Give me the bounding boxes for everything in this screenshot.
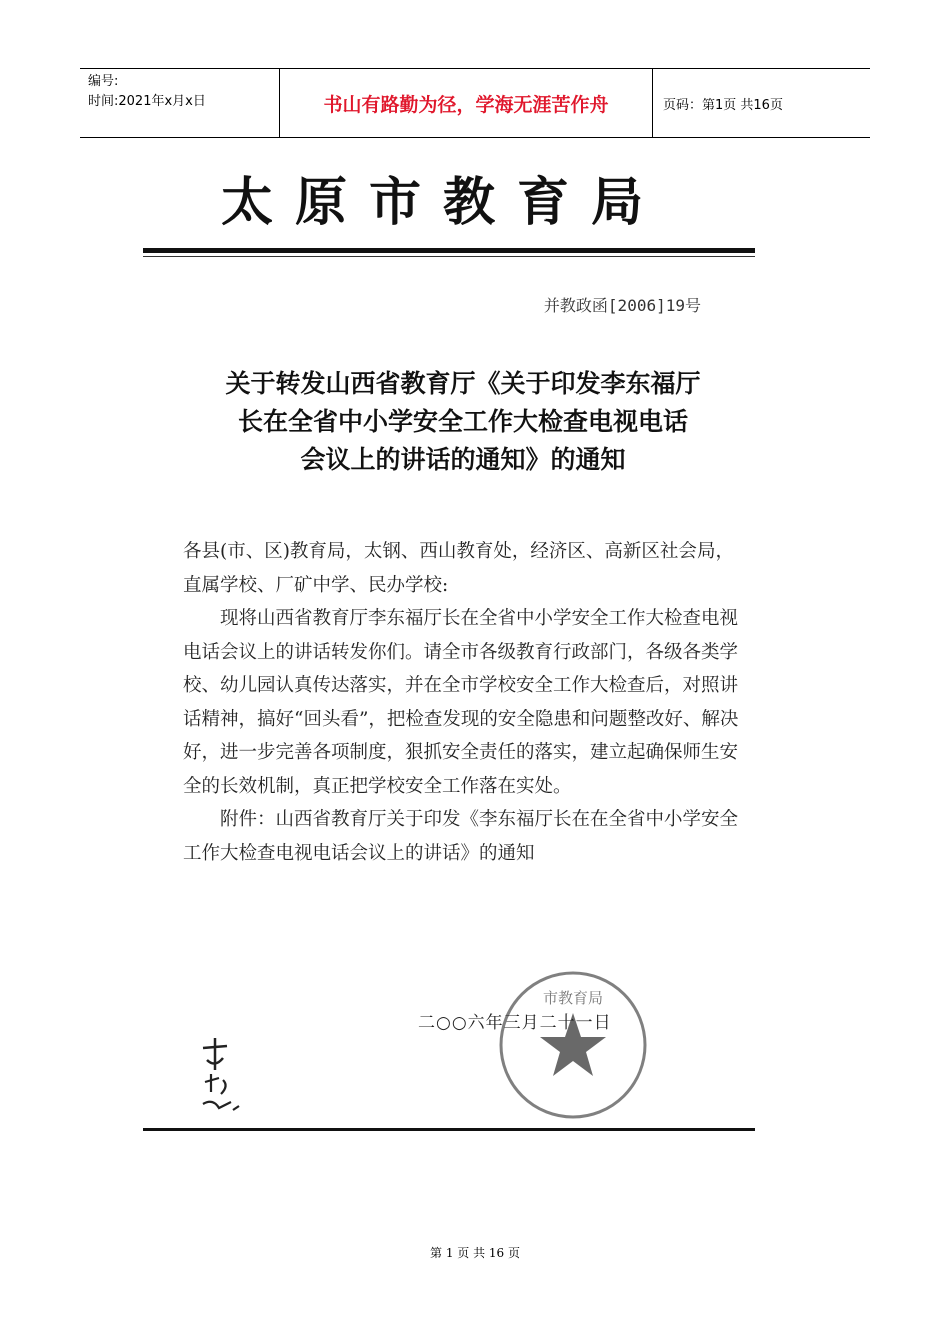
document-body	[183, 535, 743, 870]
header-table	[80, 68, 870, 138]
official-seal	[493, 965, 653, 1125]
recipients: 各县(市、区)教育局，太钢、西山教育处，经济区、高新区社会局，直属学校、厂矿中学、民办学校:	[183, 541, 734, 596]
motto: 书山有路勤为径，学海无涯苦作舟	[280, 69, 653, 137]
subject-line: 长在全省中小学安全工作大检查电视电话	[237, 407, 688, 436]
handwritten-signature	[193, 1030, 253, 1120]
page-info: 页码：第1页 共16页	[663, 97, 783, 113]
subject-line: 会议上的讲话的通知》的通知	[300, 445, 626, 474]
header-rule-thin	[143, 256, 755, 257]
footer-rule	[143, 1128, 755, 1131]
time-label: 时间:2021年x月x日	[88, 94, 206, 109]
subject-line: 关于转发山西省教育厅《关于印发李东福厅	[225, 369, 701, 398]
organization-title: 太原市教育局	[220, 172, 665, 233]
issue-date: 二○○六年三月二十一日	[418, 1013, 612, 1033]
seal-text: 市教育局	[542, 989, 604, 1007]
scanned-document	[143, 150, 763, 1165]
page-footer: 第 1 页 共 16 页	[430, 1246, 520, 1260]
document-subject	[173, 365, 753, 479]
number-label: 编号:	[88, 74, 119, 89]
header-meta	[80, 69, 280, 137]
header-rule	[143, 248, 755, 253]
attachment-note: 附件：山西省教育厅关于印发《李东福厅长在在全省中小学安全工作大检查电视电话会议上的讲话》的通知	[183, 809, 739, 864]
document-number: 并教政函[2006]19号	[543, 296, 701, 315]
body-paragraph: 现将山西省教育厅李东福厅长在全省中小学安全工作大检查电视电话会议上的讲话转发你们。请全市各级教育行政部门，各级各类学校、幼儿园认真传达落实，并在全市学校安全工作大检查后，对照讲话精神，搞好“回头看”，把检查发现的安全隐患和问题整改好、解决好，进一步完善各项制度，狠抓安全责任的落实，建立起确保师生安全的长效机制，真正把学校安全工作落在实处。	[183, 608, 739, 797]
